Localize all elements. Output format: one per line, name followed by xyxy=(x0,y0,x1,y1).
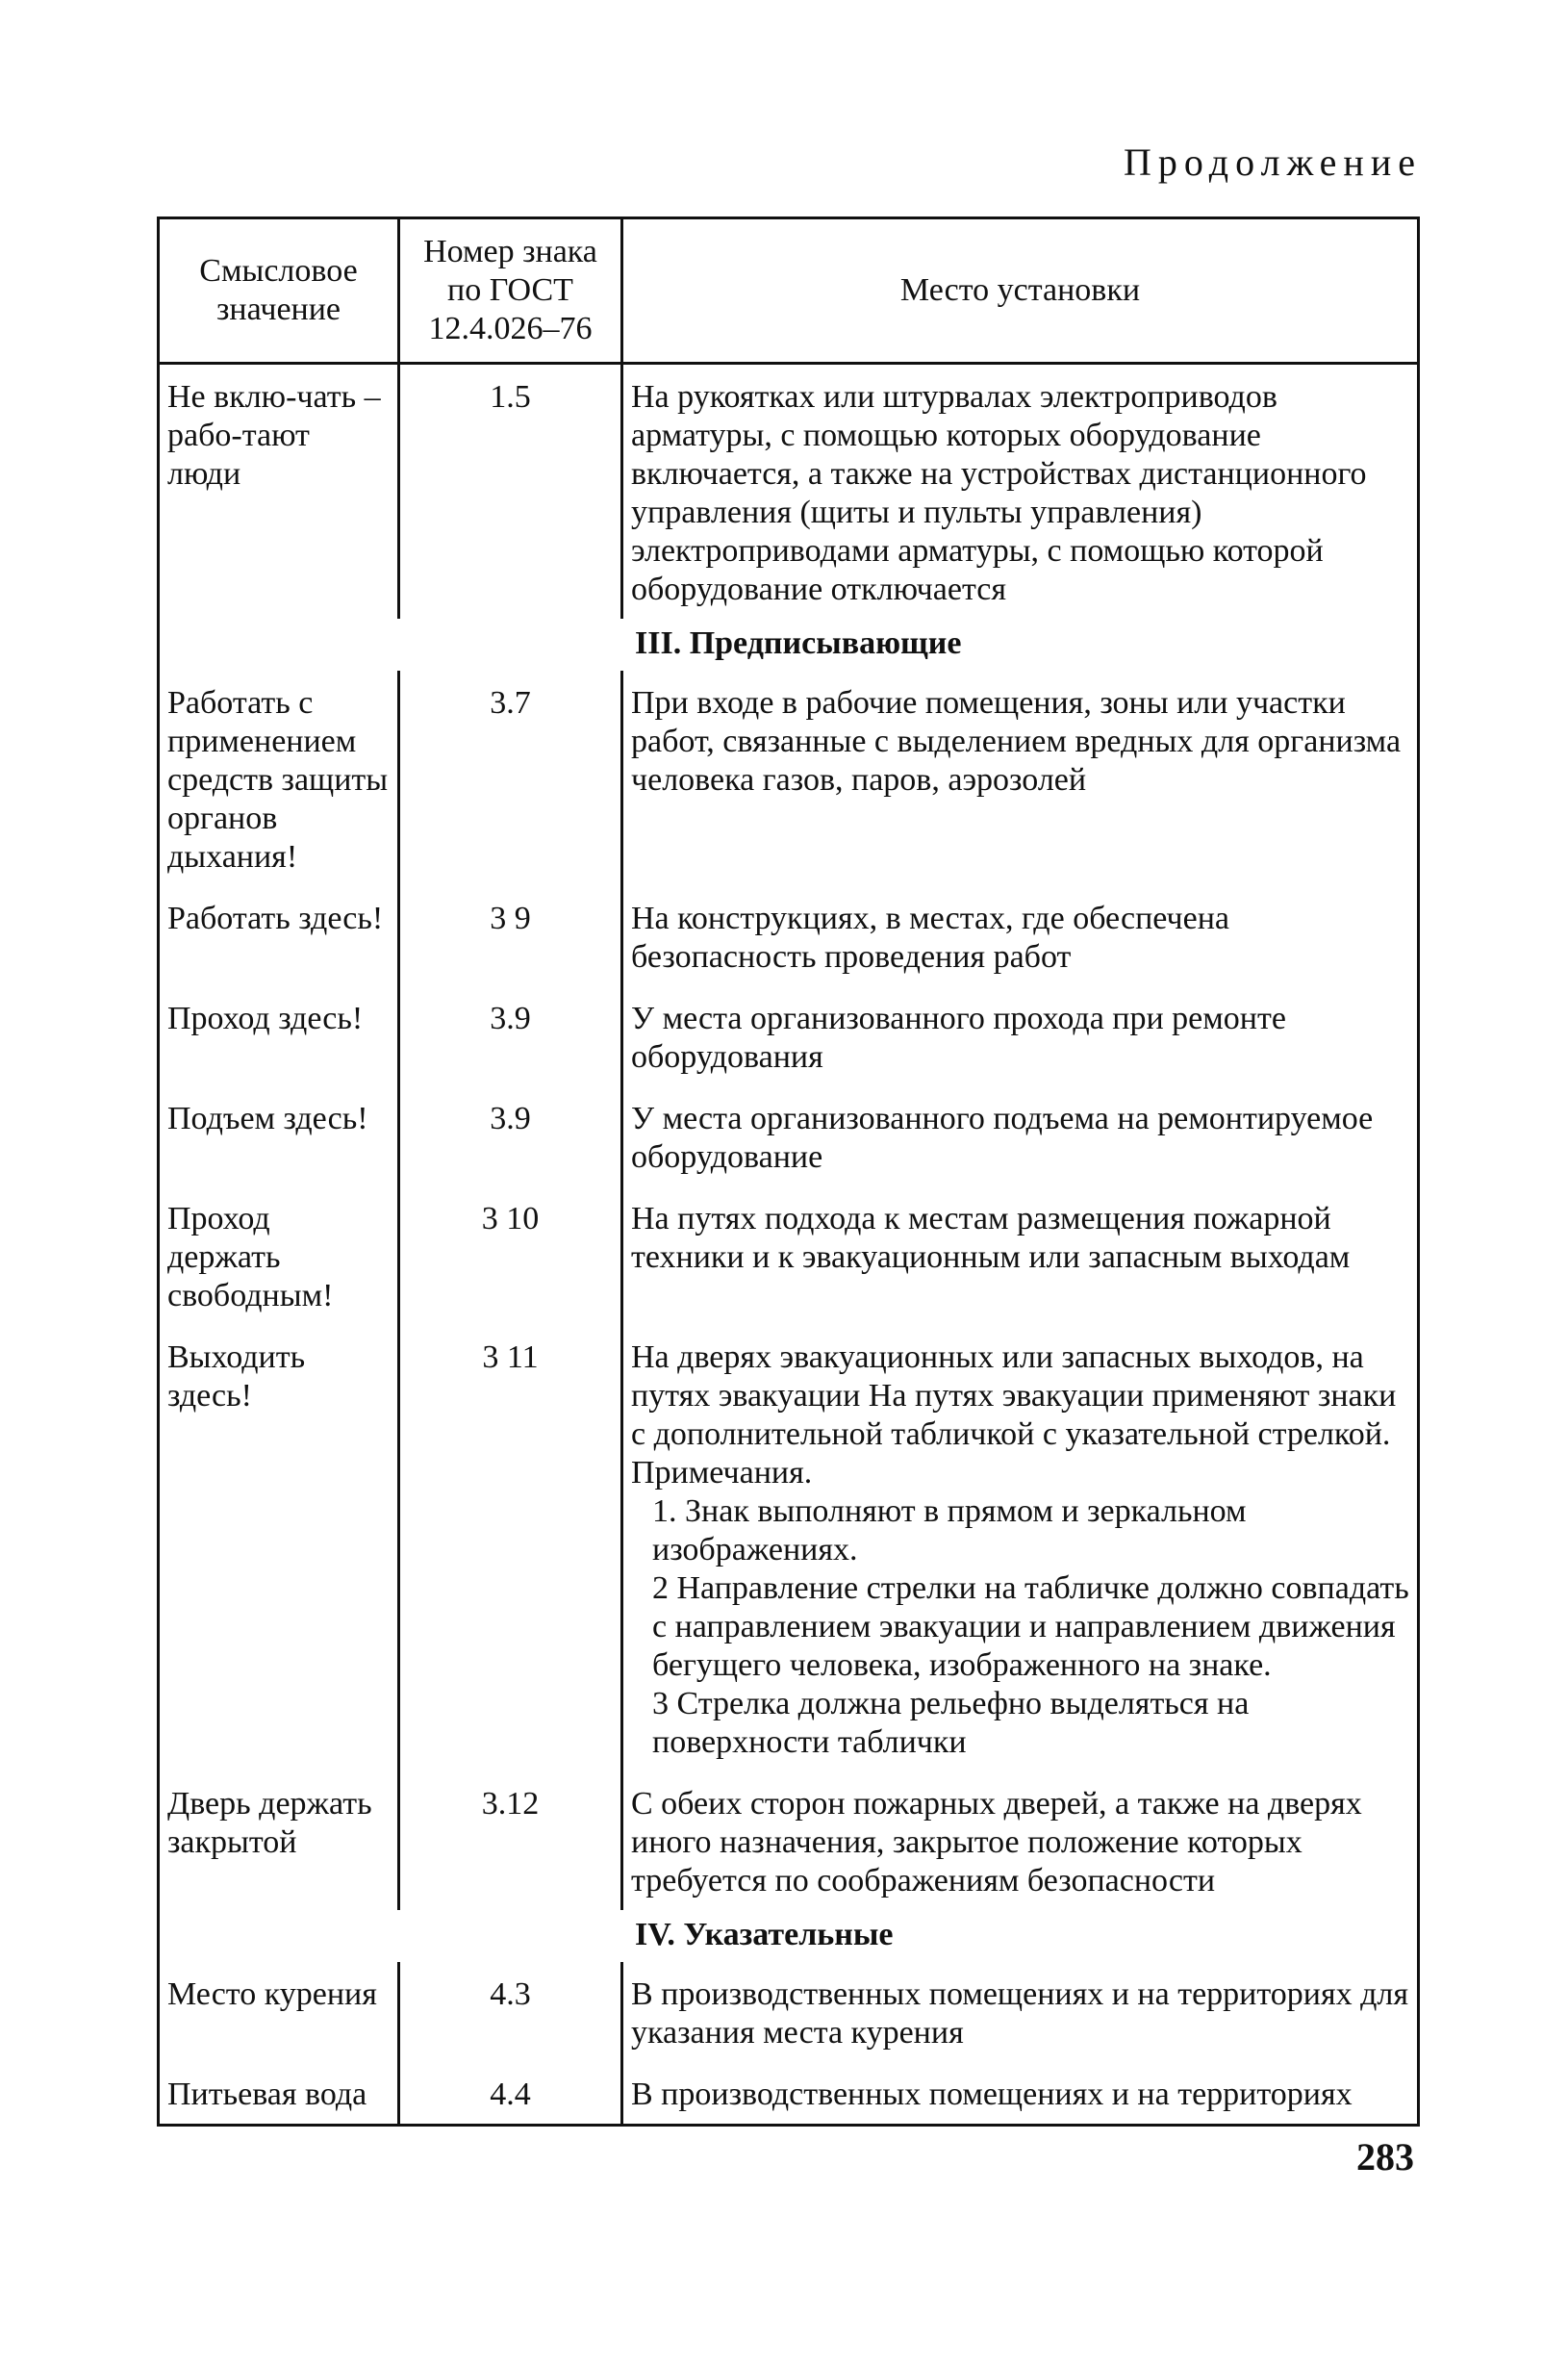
row-location: С обеих сторон пожарных дверей, а также на дверях иного назначения, закрытое положение которых требуется по соображениям безопасности xyxy=(622,1771,1419,1910)
row-meaning: Работать здесь! xyxy=(159,886,399,986)
row-meaning: Проход здесь! xyxy=(159,986,399,1086)
continuation-label: Продолжение xyxy=(1124,140,1422,184)
row-number: 3.9 xyxy=(399,1086,622,1186)
row-number: 3.7 xyxy=(399,671,622,886)
header-meaning: Смысловое значение xyxy=(159,218,399,364)
row-meaning: Подъем здесь! xyxy=(159,1086,399,1186)
row-meaning: Дверь держать закрытой xyxy=(159,1771,399,1910)
row-location: У места организованного прохода при ремонте оборудования xyxy=(622,986,1419,1086)
row-number: 3 11 xyxy=(399,1325,622,1771)
row-location: В производственных помещениях и на территориях для указания места курения xyxy=(622,1962,1419,2062)
row-number: 3.9 xyxy=(399,986,622,1086)
table-header-row xyxy=(159,218,1419,364)
section-title-indicative xyxy=(159,1910,1419,1962)
row-meaning: Работать с применением средств защиты органов дыхания! xyxy=(159,671,399,886)
row-number: 4.3 xyxy=(399,1962,622,2062)
row-number: 3 10 xyxy=(399,1186,622,1325)
row-location: На рукоятках или штурвалах электроприводов арматуры, с помощью которых оборудование включается, а также на устройствах дистанционного управления (щиты и пульты управления) электроприводами арматуры, с помощью которой оборудование отключается xyxy=(622,364,1419,620)
section-row xyxy=(159,619,1419,671)
page-number: 283 xyxy=(1356,2135,1414,2179)
table-row xyxy=(159,2062,1419,2126)
table-row xyxy=(159,671,1419,886)
note-1: 1. Знак выполняют в прямом и зеркальном изображениях. xyxy=(652,1493,1247,1567)
row-location: При входе в рабочие помещения, зоны или участки работ, связанные с выделением вредных для организма человека газов, паров, аэрозолей xyxy=(622,671,1419,886)
table-row xyxy=(159,886,1419,986)
row-number: 1.5 xyxy=(399,364,622,620)
header-sign-number: Номер знака по ГОСТ 12.4.026–76 xyxy=(399,218,622,364)
row-meaning: Питьевая вода xyxy=(159,2062,399,2126)
section-title-text: IV. Указательные xyxy=(635,1917,894,1952)
table-row xyxy=(159,986,1419,1086)
row-number: 3.12 xyxy=(399,1771,622,1910)
section-title-prescriptive xyxy=(159,619,1419,671)
signs-table xyxy=(157,217,1420,2127)
row-location-text: На дверях эвакуационных или запасных выходов, на путях эвакуации На путях эвакуации применяют знаки с дополнительной табличкой с указательной стрелкой. Примечания. xyxy=(631,1339,1397,1491)
section-title-text: III. Предписывающие xyxy=(635,625,962,661)
row-meaning: Выходить здесь! xyxy=(159,1325,399,1771)
row-location xyxy=(622,1325,1419,1771)
table-row xyxy=(159,364,1419,620)
table-row xyxy=(159,1086,1419,1186)
row-number: 3 9 xyxy=(399,886,622,986)
row-location: У места организованного подъема на ремонтируемое оборудование xyxy=(622,1086,1419,1186)
note-2: 2 Направление стрелки на табличке должно совпадать с направлением эвакуации и направлением движения бегущего человека, изображенного на знаке. xyxy=(652,1570,1409,1683)
row-location: На конструкциях, в местах, где обеспечена безопасность проведения работ xyxy=(622,886,1419,986)
table-row xyxy=(159,1962,1419,2062)
row-meaning: Проход держать свободным! xyxy=(159,1186,399,1325)
table-row xyxy=(159,1325,1419,1771)
row-location: В производственных помещениях и на территориях xyxy=(622,2062,1419,2126)
note-3: 3 Стрелка должна рельефно выделяться на поверхности таблички xyxy=(652,1686,1250,1760)
row-meaning: Не вклю-чать – рабо-тают люди xyxy=(159,364,399,620)
table-row xyxy=(159,1186,1419,1325)
header-location: Место установки xyxy=(622,218,1419,364)
row-number: 4.4 xyxy=(399,2062,622,2126)
row-meaning: Место курения xyxy=(159,1962,399,2062)
table-row xyxy=(159,1771,1419,1910)
section-row xyxy=(159,1910,1419,1962)
row-location: На путях подхода к местам размещения пожарной техники и к эвакуационным или запасным выходам xyxy=(622,1186,1419,1325)
